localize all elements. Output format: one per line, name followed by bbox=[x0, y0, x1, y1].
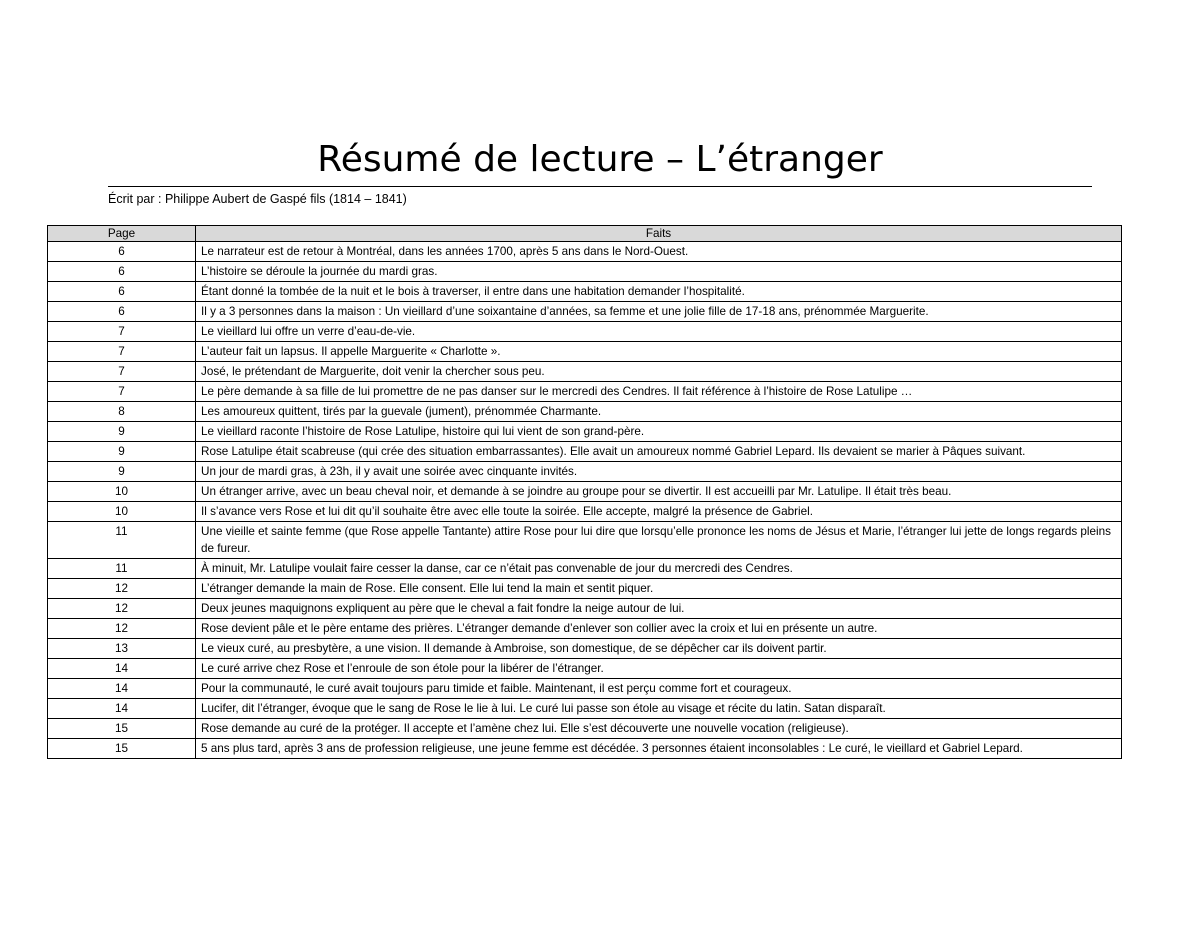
fact-cell: Un jour de mardi gras, à 23h, il y avait une soirée avec cinquante invités. bbox=[196, 462, 1122, 482]
fact-cell: Lucifer, dit l’étranger, évoque que le sang de Rose le lie à lui. Le curé lui passe son étole au visage et récite du latin. Satan disparaît. bbox=[196, 699, 1122, 719]
fact-cell: À minuit, Mr. Latulipe voulait faire cesser la danse, car ce n’était pas convenable de jour du mercredi des Cendres. bbox=[196, 559, 1122, 579]
page-number-cell: 14 bbox=[48, 679, 196, 699]
fact-cell: Les amoureux quittent, tirés par la guevale (jument), prénommée Charmante. bbox=[196, 402, 1122, 422]
fact-cell: Deux jeunes maquignons expliquent au père que le cheval a fait fondre la neige autour de lui. bbox=[196, 599, 1122, 619]
page-number-cell: 8 bbox=[48, 402, 196, 422]
fact-cell: Rose Latulipe était scabreuse (qui crée des situation embarrassantes). Elle avait un amoureux nommé Gabriel Lepard. Ils devaient se marier à Pâques suivant. bbox=[196, 442, 1122, 462]
fact-cell: 5 ans plus tard, après 3 ans de profession religieuse, une jeune femme est décédée. 3 personnes étaient inconsolables : Le curé, le vieillard et Gabriel Lepard. bbox=[196, 739, 1122, 759]
table-row bbox=[48, 619, 1122, 639]
table-row bbox=[48, 639, 1122, 659]
page-number-cell: 12 bbox=[48, 619, 196, 639]
author-line: Écrit par : Philippe Aubert de Gaspé fils (1814 – 1841) bbox=[108, 192, 407, 206]
page-number-cell: 9 bbox=[48, 422, 196, 442]
page-number-cell: 12 bbox=[48, 579, 196, 599]
table-row bbox=[48, 719, 1122, 739]
page-number-cell: 7 bbox=[48, 362, 196, 382]
page-number-cell: 6 bbox=[48, 242, 196, 262]
page-number-cell: 7 bbox=[48, 342, 196, 362]
table-row bbox=[48, 422, 1122, 442]
table-row bbox=[48, 699, 1122, 719]
fact-cell: L’auteur fait un lapsus. Il appelle Marguerite « Charlotte ». bbox=[196, 342, 1122, 362]
page-number-cell: 14 bbox=[48, 699, 196, 719]
page-number-cell: 7 bbox=[48, 382, 196, 402]
table-row bbox=[48, 282, 1122, 302]
page-number-cell: 7 bbox=[48, 322, 196, 342]
table-row bbox=[48, 342, 1122, 362]
table-row bbox=[48, 559, 1122, 579]
table-row bbox=[48, 302, 1122, 322]
table-row bbox=[48, 262, 1122, 282]
column-header-page: Page bbox=[48, 226, 196, 242]
table-row bbox=[48, 579, 1122, 599]
fact-cell: Le vieillard lui offre un verre d’eau-de-vie. bbox=[196, 322, 1122, 342]
facts-table-body bbox=[48, 242, 1122, 759]
table-row bbox=[48, 679, 1122, 699]
fact-cell: Rose demande au curé de la protéger. Il accepte et l’amène chez lui. Elle s’est découverte une nouvelle vocation (religieuse). bbox=[196, 719, 1122, 739]
table-row bbox=[48, 739, 1122, 759]
table-header-row bbox=[48, 226, 1122, 242]
table-row bbox=[48, 462, 1122, 482]
page-number-cell: 15 bbox=[48, 739, 196, 759]
page-number-cell: 6 bbox=[48, 282, 196, 302]
page-title: Résumé de lecture – L’étranger bbox=[317, 139, 883, 180]
facts-table bbox=[47, 225, 1122, 759]
table-row bbox=[48, 599, 1122, 619]
table-row bbox=[48, 322, 1122, 342]
fact-cell: Rose devient pâle et le père entame des prières. L’étranger demande d’enlever son collier avec la croix et lui en présente un autre. bbox=[196, 619, 1122, 639]
page-number-cell: 11 bbox=[48, 559, 196, 579]
fact-cell: Le curé arrive chez Rose et l’enroule de son étole pour la libérer de l’étranger. bbox=[196, 659, 1122, 679]
fact-cell: Le narrateur est de retour à Montréal, dans les années 1700, après 5 ans dans le Nord-Ouest. bbox=[196, 242, 1122, 262]
page-number-cell: 6 bbox=[48, 302, 196, 322]
fact-cell: L’histoire se déroule la journée du mardi gras. bbox=[196, 262, 1122, 282]
page-number-cell: 9 bbox=[48, 462, 196, 482]
fact-cell: Le vieux curé, au presbytère, a une vision. Il demande à Ambroise, son domestique, de se dépêcher car ils doivent partir. bbox=[196, 639, 1122, 659]
table-row bbox=[48, 382, 1122, 402]
fact-cell: Un étranger arrive, avec un beau cheval noir, et demande à se joindre au groupe pour se divertir. Il est accueilli par Mr. Latulipe. Il était très beau. bbox=[196, 482, 1122, 502]
page-number-cell: 6 bbox=[48, 262, 196, 282]
page-number-cell: 14 bbox=[48, 659, 196, 679]
page-number-cell: 13 bbox=[48, 639, 196, 659]
fact-cell: José, le prétendant de Marguerite, doit venir la chercher sous peu. bbox=[196, 362, 1122, 382]
fact-cell: Le père demande à sa fille de lui promettre de ne pas danser sur le mercredi des Cendres. Il fait référence à l’histoire de Rose Latulipe … bbox=[196, 382, 1122, 402]
page-number-cell: 11 bbox=[48, 522, 196, 559]
page-number-cell: 10 bbox=[48, 482, 196, 502]
fact-cell: Étant donné la tombée de la nuit et le bois à traverser, il entre dans une habitation demander l’hospitalité. bbox=[196, 282, 1122, 302]
table-row bbox=[48, 442, 1122, 462]
table-row bbox=[48, 242, 1122, 262]
fact-cell: Il s’avance vers Rose et lui dit qu’il souhaite être avec elle toute la soirée. Elle accepte, malgré la présence de Gabriel. bbox=[196, 502, 1122, 522]
table-row bbox=[48, 522, 1122, 559]
table-row bbox=[48, 659, 1122, 679]
fact-cell: Le vieillard raconte l’histoire de Rose Latulipe, histoire qui lui vient de son grand-père. bbox=[196, 422, 1122, 442]
fact-cell: Une vieille et sainte femme (que Rose appelle Tantante) attire Rose pour lui dire que lorsqu’elle prononce les noms de Jésus et Marie, l’étranger lui jette de longs regards pleins de fureur. bbox=[196, 522, 1122, 559]
column-header-facts: Faits bbox=[196, 226, 1122, 242]
fact-cell: L’étranger demande la main de Rose. Elle consent. Elle lui tend la main et sentit piquer. bbox=[196, 579, 1122, 599]
fact-cell: Il y a 3 personnes dans la maison : Un vieillard d’une soixantaine d’années, sa femme et une jolie fille de 17-18 ans, prénommée Marguerite. bbox=[196, 302, 1122, 322]
page-number-cell: 10 bbox=[48, 502, 196, 522]
table-row bbox=[48, 402, 1122, 422]
fact-cell: Pour la communauté, le curé avait toujours paru timide et faible. Maintenant, il est perçu comme fort et courageux. bbox=[196, 679, 1122, 699]
title-underline bbox=[108, 186, 1092, 187]
page-number-cell: 9 bbox=[48, 442, 196, 462]
table-row bbox=[48, 362, 1122, 382]
table-row bbox=[48, 502, 1122, 522]
page-number-cell: 12 bbox=[48, 599, 196, 619]
page-number-cell: 15 bbox=[48, 719, 196, 739]
table-row bbox=[48, 482, 1122, 502]
